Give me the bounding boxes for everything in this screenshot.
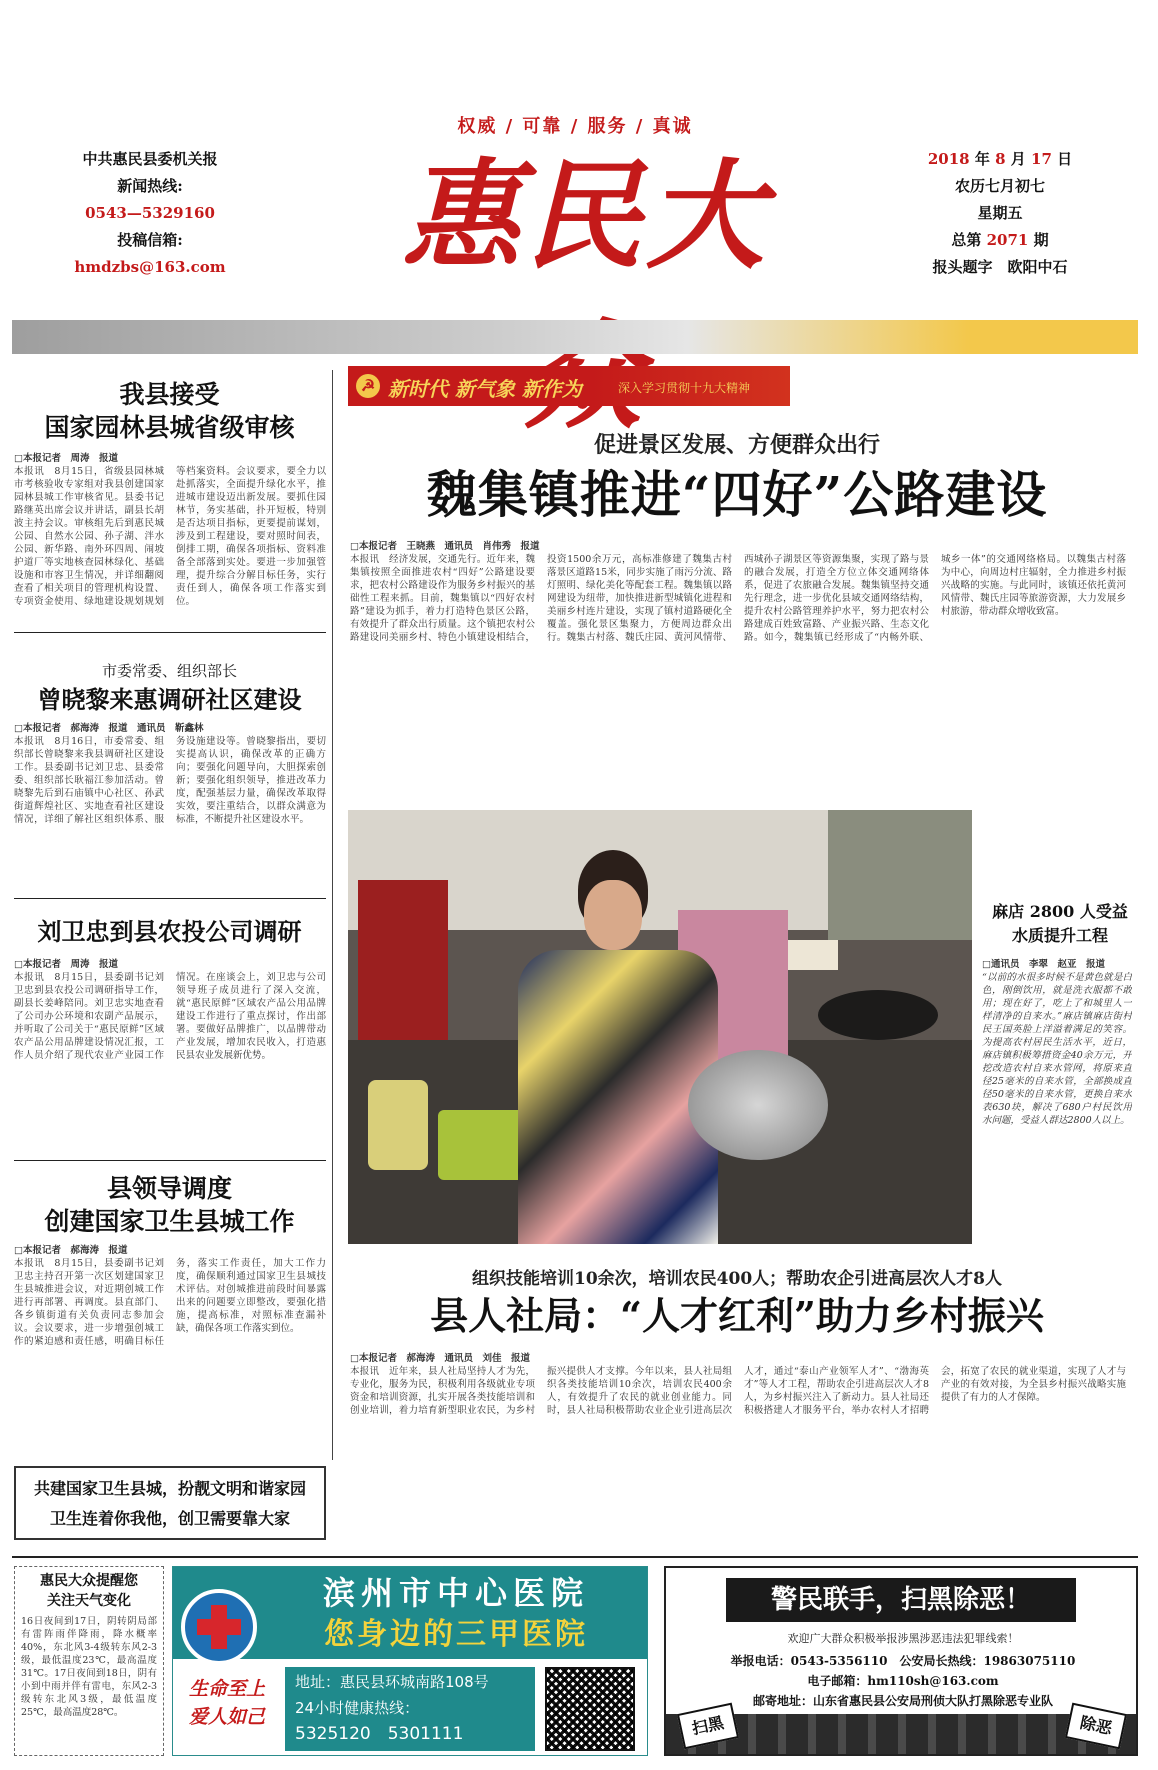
photo-story-article (982, 958, 1132, 1241)
hospital-ad (172, 1566, 648, 1756)
lead-body: 本报讯 经济发展，交通先行。近年来，魏集镇按照全面推进农村“四好”公路建设要求，把农村公路建设作为服务乡村振兴的基础性工程来抓。目前，魏集镇以“四好农村路”建设为抓手，着力打造特色景区公路，有效提升了群众出行质量。这个镇把农村公路建设同美丽乡村、特色小镇建设相结合，投资1500余万元，高标准修建了魏集古村落景区道路15米，同步实施了雨污分流、路灯照明、绿化美化等配套工程。魏集镇以路网建设为纽带，加快推进新型城镇化进程和美丽乡村连片建设，实现了镇村道路硬化全覆盖。强化景区集聚力，方便周边群众出行。魏集古村落、魏氏庄园、黄河风情带、西城孙子湖景区等资源集聚，实现了路与景的融合发展，打造全方位立体交通网络体系，促进了农旅融合发展。魏集镇坚持交通先行理念，进一步优化县域交通网络结构，提升农村公路管理养护水平，努力把农村公路建成百姓致富路、产业振兴路、生态文化路。如今，魏集镇已经形成了“内畅外联、城乡一体”的交通网络格局。以魏集古村落为中心，向周边村庄辐射，全力推进乡村振兴战略的实施。与此同时，该镇还依托黄河风情带、魏氏庄园等旅游资源，大力发展乡村旅游，带动群众增收致富。 (350, 554, 1126, 643)
a3-byline: □本报记者 周涛 报道 (14, 959, 118, 970)
lead-byline: □本报记者 王晓燕 通讯员 肖伟秀 报道 (350, 541, 540, 552)
calligraphy-credit: 报头题字 欧阳中石 (932, 258, 1068, 276)
lead-title: 魏集镇推进“四好”公路建设 (426, 465, 1048, 524)
police-mail-line: 邮寄地址：山东省惠民县公安局刑侦大队打黑除恶专业队 (752, 1694, 1053, 1708)
party-emblem-icon: ☭ (356, 374, 380, 398)
a3-title: 刘卫忠到县农投公司调研 (37, 917, 302, 946)
news-photo (348, 810, 972, 1244)
slogan-box (14, 1466, 326, 1540)
weather-title: 惠民大众提醒您 关注天气变化 (40, 1573, 138, 1609)
masthead-band (12, 320, 1138, 354)
hotline-label: 新闻热线: (117, 177, 183, 195)
slogan-line: 卫生连着你我他，创卫需要靠大家 (49, 1509, 290, 1528)
email-address: hmdzbs@163.com (74, 258, 226, 276)
a4-byline: □本报记者 郝海涛 报道 (14, 1245, 128, 1256)
email-label: 投稿信箱: (117, 231, 183, 249)
theme-banner (348, 366, 790, 406)
talent-article (350, 1352, 1126, 1537)
lead-kicker: 促进景区发展、方便群众出行 (593, 432, 880, 458)
photo-story-byline: □通讯员 李翠 赵亚 报道 (982, 959, 1105, 970)
a2-byline: □本报记者 郝海涛 报道 通讯员 靳鑫林 (14, 723, 204, 734)
police-title: 警民联手，扫黑除恶！ (726, 1578, 1076, 1622)
a4-body: 本报讯 8月15日，县委副书记刘卫忠主持召开第一次区划建国家卫生县城推进会议，对近期创城工作进行再部署、再调度。县直部门、各乡镇街道有关负责同志参加会议。会议要求，进一步增强创城工作的紧迫感和责任感，明确目标任务，落实工作责任，加大工作力度，确保顺利通过国家卫生县城技术评估。对创城推进前段时间暴露出来的问题要立即整改，要强化措施，提高标准，对照标准查漏补缺，确保各项工作落实到位。 (14, 1258, 326, 1347)
a3-body: 本报讯 8月15日，县委副书记刘卫忠到县农投公司调研指导工作，副县长姜峰陪同。刘卫忠实地查看了公司办公环境和农副产品展示，并听取了公司关于“惠民原鲜”区域农产品公用品牌建设情况汇报，工作人员介绍了现代农业产业园工作情况。在座谈会上，刘卫忠与公司领导班子成员进行了深入交流，就“惠民原鲜”区域农产品公用品牌建设工作进行了重点探讨，作出部署。要做好品牌推广，以品牌带动产业发展，增加农民收入，打造惠民县农业发展新优势。 (14, 972, 326, 1061)
slogan-line: 共建国家卫生县城，扮靓文明和谐家园 (33, 1479, 306, 1498)
stamp-eliminate: 除恶 (1065, 1703, 1127, 1750)
weather-body: 16日夜间到17日，阴转阴局部有雷阵雨伴降雨，降水概率40%，东北风3-4级转东风2-3级，最低温度23℃，最高温度31℃。17日夜间到18日，阴有小到中雨并伴有雷电，东风2-3级转东北风3级，最低温度25℃，最高温度28℃。 (21, 1616, 157, 1718)
hospital-hotline-label: 24小时健康热线： (295, 1699, 420, 1717)
a4-article (14, 1244, 326, 1435)
stamp-sweep: 扫黑 (677, 1703, 739, 1750)
a2-kicker: 市委常委、组织部长 (101, 662, 237, 680)
a1-title: 我县接受 国家园林县城省级审核 (44, 380, 295, 442)
issue-number: 总第 2071 期 (951, 231, 1049, 249)
masthead-left (50, 146, 250, 281)
talent-title: 县人社局：“人才红利”助力乡村振兴 (430, 1293, 1044, 1338)
hospital-phones: 5325120 5301111 (295, 1724, 464, 1744)
hospital-address: 地址：惠民县环城南路108号 (295, 1673, 489, 1691)
divider (14, 1160, 326, 1161)
photo-story-body: “以前的水很多时候不是黄色就是白色，刚倒饮用，就是洗衣服都不敢用；现在好了，吃上了和城里人一样清净的自来水。”麻店镇麻店街村民王国英脸上洋溢着满足的笑容。为提高农村居民生活水平，近日，麻店镇积极筹措资金40余万元，开挖改造农村自来水管网，将原来直径25毫米的自来水管，全部换成直径50毫米的自来水管，更换自来水表630块，解决了680户村民饮用水问题，受益人群达2800人以上。 (982, 972, 1132, 1126)
banner-part2: 深入学习贯彻十九大精神 (618, 381, 751, 395)
hospital-name: 滨州市中心医院 (322, 1574, 589, 1612)
police-sub: 欢迎广大群众积极举报涉黑涉恶违法犯罪线索！ (787, 1632, 1019, 1645)
lunar-date: 农历七月初七 (954, 177, 1045, 195)
a2-body: 本报讯 8月16日，市委常委、组织部长曾晓黎来我县调研社区建设工作。县委副书记刘卫忠、县委常委、组织部长耿福江参加活动。曾晓黎先后到石庙镇中心社区、孙武街道辉煌社区、实地查看社区建设情况，详细了解社区组织体系、服务设施建设等。曾晓黎指出，要切实提高认识，确保改革的正确方向；要强化问题导向，大胆探索创新；要强化组织领导，推进改革力度，配强基层力量，确保改革取得实效，要注重结合，以群众满意为标准，不断提升社区建设水平。 (14, 736, 326, 825)
a2-title: 曾晓黎来惠调研社区建设 (37, 685, 302, 714)
a2-article (14, 722, 326, 887)
divider (12, 1556, 1138, 1558)
photo-story-title: 麻店 2800 人受益 水质提升工程 (992, 902, 1128, 945)
issue-date: 2018 年 8 月 17 日 (927, 150, 1073, 168)
hospital-logo-icon (181, 1589, 257, 1665)
masthead-title: 惠民大 (401, 146, 768, 285)
organ-name: 中共惠民县委机关报 (82, 150, 218, 168)
police-email-line: 电子邮箱：hm110sh@163.com (807, 1674, 999, 1688)
hospital-script: 生命至上 爱人如己 (188, 1678, 265, 1728)
a1-byline: □本报记者 周涛 报道 (14, 453, 118, 464)
masthead-slogan: 权威 / 可靠 / 服务 / 真诚 (457, 116, 693, 137)
talent-body: 本报讯 近年来，县人社局坚持人才为先，专业化，服务为民，积极利用各级就业专项资金和培训资源，扎实开展各类技能培训和创业培训，着力培育新型职业农民，为乡村振兴提供人才支撑。今年以来，县人社局组织各类技能培训10余次，培训农民400余人，有效提升了农民的就业创业能力。同时，县人社局积极帮助农业企业引进高层次人才，通过“泰山产业领军人才”、“渤海英才”等人才工程，帮助农企引进高层次人才8人，为乡村振兴注入了新动力。县人社局还积极搭建人才服务平台，举办农村人才招聘会，拓宽了农民的就业渠道，实现了人才与产业的有效对接，为全县乡村振兴战略实施提供了有力的人才保障。 (350, 1366, 1126, 1416)
hospital-slogan: 您身边的三甲医院 (324, 1617, 588, 1652)
a3-article (14, 958, 326, 1153)
police-tip-line: 举报电话：0543-5356110 公安局长热线：19863075110 (730, 1654, 1076, 1668)
talent-kicker: 组织技能培训10余次，培训农民400人；帮助农企引进高层次人才8人 (472, 1269, 1002, 1289)
column-divider (332, 370, 333, 1460)
divider (14, 898, 326, 899)
talent-byline: □本报记者 郝海涛 通讯员 刘佳 报道 (350, 1353, 530, 1364)
weather-box (14, 1566, 164, 1756)
qr-code-icon (545, 1667, 635, 1751)
police-ad (664, 1566, 1138, 1756)
a4-title: 县领导调度 创建国家卫生县城工作 (44, 1174, 295, 1236)
hotline-number: 0543—5329160 (85, 204, 215, 222)
a1-article (14, 452, 326, 635)
banner-part1: 新时代 新气象 新作为 (388, 377, 582, 401)
hospital-contact (285, 1667, 535, 1751)
weekday: 星期五 (977, 204, 1023, 222)
divider (14, 632, 326, 633)
masthead-right (900, 146, 1100, 281)
lead-article (350, 540, 1126, 803)
a1-body: 本报讯 8月15日，省级县园林城市考核验收专家组对我县创建国家园林县城工作审核省见。县委书记路继英出席会议并讲话，副县长胡波主持会议。审核组先后到惠民城公园、自然水公园、孙子湖、泮水公园、新华路、南外环四周、闹坡护道厂等实地核查园林绿化、基础设施和市容卫生情况，并详细翻阅查看了相关项目的管理机构设置、专项资金使用、绿地建设规划规划等档案资料。会议要求，要全力以赴抓落实，全面提升绿化水平，推进城市建设迈出新发展。要抓住园林节，务实基础，扑开短板，特别是否达项目指标，更要提前谋划，涉及到工程建设，要对照时间表，倒排工期，确保各项指标、资料准备全部落到实处。要进一步加强管理，提升综合分解目标任务，实行责任到人，确保各项工作落实到位。 (14, 466, 326, 607)
